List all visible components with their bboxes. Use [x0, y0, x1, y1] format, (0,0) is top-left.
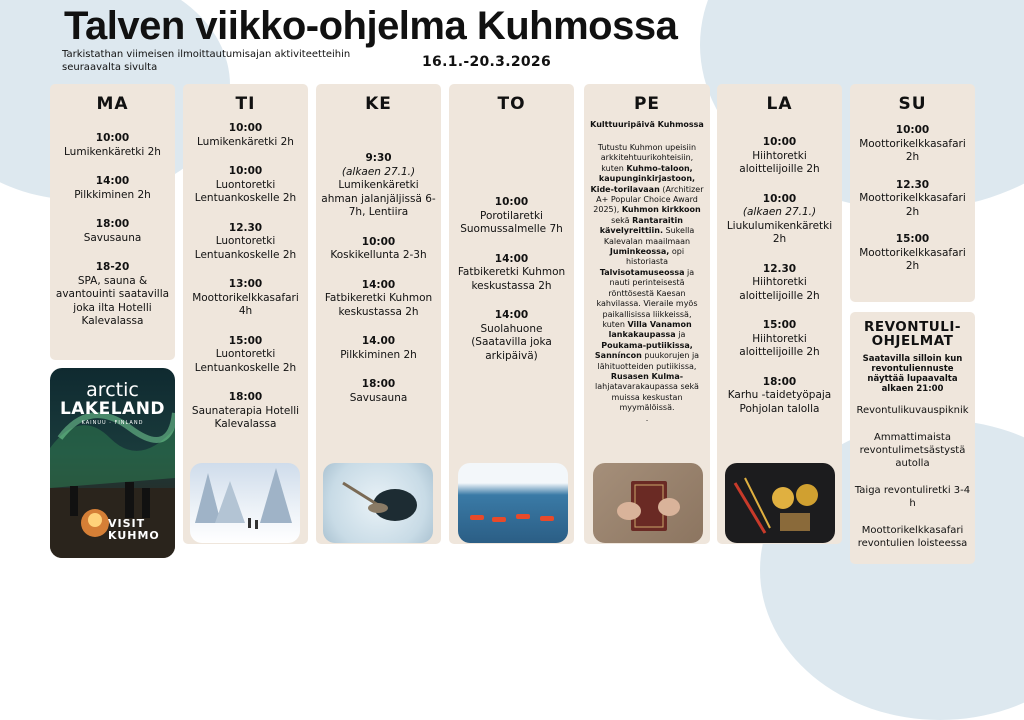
aurora-programs-card: [850, 312, 975, 564]
ice-hole-illustration: [323, 463, 433, 543]
event: 9:30 (alkaen 27.1.) Lumikenkäretki ahman jalanjäljissä 6-7h, Lentiira: [321, 152, 436, 218]
ice-fishing-photo: [323, 463, 433, 543]
event: 15:00 Luontoretki Lentuankoskelle 2h: [194, 334, 297, 374]
event: 10:00 Porotilaretki Suomussalmelle 7h: [460, 196, 563, 235]
event: 12.30 Hiihtoretki aloittelijoille 2h: [739, 262, 820, 302]
day-title: TI: [235, 94, 256, 114]
visit-kuhmo-promo-image: [50, 368, 175, 558]
ice-floating-photo: [458, 463, 568, 543]
event: 18:00 Karhu -taidetyöpaja Pohjolan talolla: [727, 375, 832, 415]
event: 15:00 Hiihtoretki aloittelijoille 2h: [739, 319, 820, 358]
culture-day-text: Tutustu Kuhmon upeisiin arkkitehtuurikohteisiin, kuten Kuhmo-taloon, kaupunginkirjastoon, Kide-torilavaan (Architizer A+ Popular Choice Award 2025), Kuhmon kirkkoon sekä Rantaraitin kävelyreittiin. Sukella Kalevalan maailmaan Juminkeossa, opi historiasta Talvisotamuseossa ja nauti perinteisestä rönttösestä Kaesan kahvilassa. Vieraile myös paikallisissa liikkeissä, kuten Villa Vanamon lankakaupassa ja Poukama-putiikissa, Sanníncon puukorujen ja lähituotteiden putiikissa, Rusasen Kulma- lahjatavarakaupassa sekä muissa keskustan myymälöissä. .: [590, 143, 704, 423]
event: 15:00 Moottorikelkkasafari 2h: [859, 233, 966, 272]
brand-region: KAINUU · FINLAND: [81, 420, 144, 426]
day-title: SU: [898, 94, 927, 114]
page-title: Talven viikko-ohjelma Kuhmossa: [64, 4, 678, 48]
kalevala-book-photo: [593, 463, 703, 543]
bear-crafts-illustration: [725, 463, 835, 543]
date-range: 16.1.-20.3.2026: [422, 54, 551, 70]
visit-kuhmo-logo: VISIT KUHMO: [108, 517, 160, 542]
winter-forest-photo: [190, 463, 300, 543]
day-title: KE: [365, 94, 392, 114]
aurora-item: Revontulikuvauspiknik: [856, 405, 969, 416]
bear-art-workshop-photo: [725, 463, 835, 543]
day-title: PE: [633, 94, 661, 114]
event: 10:00 Hiihtoretki aloittelijoille 2h: [739, 136, 820, 175]
aurora-item: Taiga revontuliretki 3-4 h: [854, 485, 971, 509]
day-column-su: [850, 84, 975, 302]
aurora-subtitle: Saatavilla silloin kun revontuliennuste näyttää lupaavalta alkaen 21:00: [862, 354, 963, 394]
book-in-hands-illustration: [593, 463, 703, 543]
event: 10:00 Luontoretki Lentuankoskelle 2h: [194, 165, 297, 204]
event: 12.30 Luontoretki Lentuankoskelle 2h: [194, 221, 297, 261]
aurora-item: Ammattimaistа revontulimetsästystä autolla: [859, 432, 966, 469]
event: 14:00 Fatbikeretki Kuhmon keskustassa 2h: [324, 278, 433, 318]
event: 10:00 (alkaen 27.1.) Liukulumikenkäretki 2h: [726, 192, 833, 245]
event: 14:00 Suolahuone (Saatavilla joka arkipäivä): [471, 309, 552, 362]
event: 14.00 Pilkkiminen 2h: [340, 335, 417, 361]
aurora-item: Moottorikelkkasafari revontulien loisteessa: [857, 525, 968, 549]
day-column-ma: [50, 84, 175, 360]
event: 10:00 Moottorikelkkasafari 2h: [859, 124, 966, 163]
river-floating-illustration: [458, 463, 568, 543]
culture-day-heading: Kulttuuripäivä Kuhmossa: [590, 120, 704, 129]
event: 12.30 Moottorikelkkasafari 2h: [859, 178, 966, 218]
day-title: LA: [766, 94, 793, 114]
event: 10:00 Lumikenkäretki 2h: [64, 132, 161, 158]
event: 14:00 Fatbikeretki Kuhmon keskustassa 2h: [457, 252, 566, 292]
day-title: MA: [96, 94, 129, 114]
aurora-title: REVONTULI-OHJELMAT: [863, 319, 961, 349]
subtitle: Tarkistathan viimeisen ilmoittautumisajan aktiviteetteihin seuraavalta sivulta: [62, 49, 351, 73]
event: 18:00 Savusauna: [83, 218, 142, 244]
day-title: TO: [497, 94, 526, 114]
event: 18:00 Saunaterapia Hotelli Kalevalassa: [191, 391, 300, 430]
event: 18-20 SPA, sauna & avantouinti saatavilla joka ilta Hotelli Kalevalassa: [55, 261, 170, 327]
event: 10:00 Koskikellunta 2-3h: [330, 235, 427, 261]
brand-top: arctic: [86, 379, 139, 401]
event: 18:00 Savusauna: [349, 378, 408, 404]
event: 13:00 Moottorikelkkasafari 4h: [192, 278, 299, 317]
snowy-trees-illustration: [190, 463, 300, 543]
brand-bottom: LAKELAND: [59, 399, 166, 419]
event: 10:00 Lumikenkäretki 2h: [197, 122, 294, 148]
event: 14:00 Pilkkiminen 2h: [74, 175, 151, 201]
